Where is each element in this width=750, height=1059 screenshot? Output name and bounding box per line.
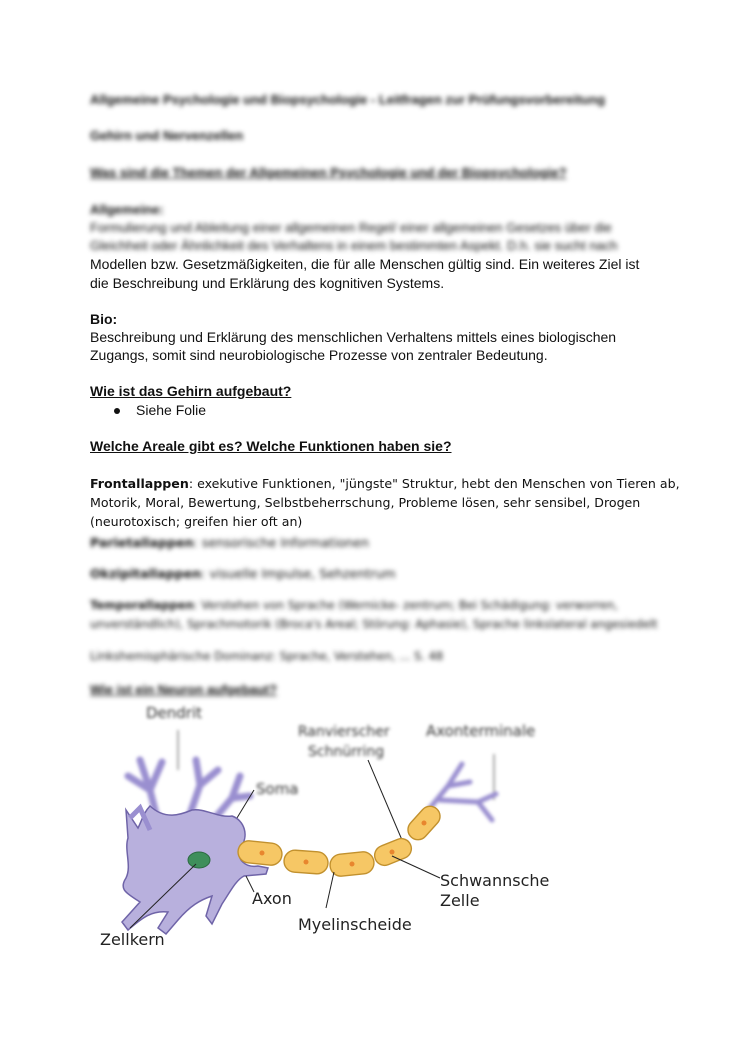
dominance-line: Linkshemisphärische Dominanz: Sprache, Verstehen, ... S. 48 (90, 649, 444, 663)
allgemeine-text-line-4: die Beschreibung und Erklärung des kognitiven Systems. (90, 275, 445, 291)
bio-text-line-2: Zugangs, somit sind neurobiologische Prozesse von zentraler Bedeutung. (90, 347, 548, 363)
myelin-dot (390, 850, 395, 855)
label-ranvier-1: Ranvierscher (298, 724, 390, 740)
nucleus-shape (188, 852, 210, 868)
label-schwann-1: Schwannsche (440, 871, 550, 890)
label-zellkern: Zellkern (100, 930, 165, 949)
allgemeine-text-line-3: Modellen bzw. Gesetzmäßigkeiten, die für alle Menschen gültig sind. Ein weiteres Ziel ist (90, 256, 640, 272)
label-ranvier-2: Schnürring (308, 744, 385, 760)
label-dendrit: Dendrit (146, 704, 203, 722)
myelin-dot (422, 821, 427, 826)
temporal-text-1: : Verstehen von Sprache (Wernicke- zentrum; Bei Schädigung: verworren, (193, 598, 618, 612)
myelin-dot (260, 851, 265, 856)
temporal-line-1 (90, 598, 618, 612)
frontal-line-1 (90, 476, 680, 491)
document-subtitle: Gehirn und Nervenzellen (90, 128, 244, 143)
parietal-label: Parietallappen (90, 535, 194, 550)
question-neuron: Wie ist ein Neuron aufgebaut? (90, 682, 277, 697)
label-axon: Axon (252, 889, 292, 908)
label-soma: Soma (256, 780, 299, 798)
myelin-pointer (326, 872, 334, 908)
neuron-diagram (0, 690, 750, 970)
bio-text-line-1: Beschreibung und Erklärung des menschlichen Verhaltens mittels eines biologischen (90, 329, 617, 345)
bullet-item (114, 402, 206, 418)
bio-label: Bio: (90, 311, 118, 327)
label-axonterminale: Axonterminale (426, 722, 536, 740)
frontal-line-3: (neurotoxisch; greifen hier oft an) (90, 514, 303, 529)
bullet-dot (114, 408, 120, 414)
allgemeine-text-line-1: Formulierung und Ableitung einer allgemeinen Regel/ einer allgemeinen Gesetzes über die (90, 220, 612, 235)
question-areas: Welche Areale gibt es? Welche Funktionen haben sie? (90, 438, 452, 454)
bullet-text: Siehe Folie (136, 402, 207, 418)
temporal-line-2: unverständlich), Sprachmotorik (Broca's Areal; Störung: Aphasie), Sprache linkslateral angesiedelt (90, 617, 658, 631)
parietal-text: : sensorische Informationen (193, 535, 369, 550)
myelin-dot (304, 860, 309, 865)
okzipital-text: : visuelle Impulse, Sehzentrum (201, 566, 396, 581)
okzipital-line (90, 566, 396, 581)
okzipital-label: Okzipitallappen (90, 566, 202, 581)
schwann-pointer (392, 856, 440, 878)
question-topics: Was sind die Themen der Allgemeinen Psychologie und der Biopsychologie? (90, 165, 567, 180)
temporal-label: Temporallappen (90, 598, 194, 612)
document-title: Allgemeine Psychologie und Biopsychologie - Leitfragen zur Prüfungsvorbereitung (90, 92, 606, 107)
allgemeine-text-line-2: Gleichheit oder Ähnlichkeit des Verhaltens in einem bestimmten Aspekt. D.h. sie sucht nach (90, 238, 618, 253)
parietal-line (90, 535, 369, 550)
allgemeine-label: Allgemeine: (90, 202, 164, 217)
myelin-dot (350, 862, 355, 867)
ranvier-pointer (368, 760, 402, 840)
question-brain-structure: Wie ist das Gehirn aufgebaut? (90, 383, 292, 399)
frontal-text-1: : exekutive Funktionen, "jüngste" Struktur, hebt den Menschen von Tieren ab, (188, 476, 680, 491)
frontal-label: Frontallappen (90, 476, 189, 491)
frontal-line-2: Motorik, Moral, Bewertung, Selbstbeherrschung, Probleme lösen, sehr sensibel, Drogen (90, 495, 641, 510)
label-myelin: Myelinscheide (298, 915, 412, 934)
label-schwann-2: Zelle (440, 891, 480, 910)
